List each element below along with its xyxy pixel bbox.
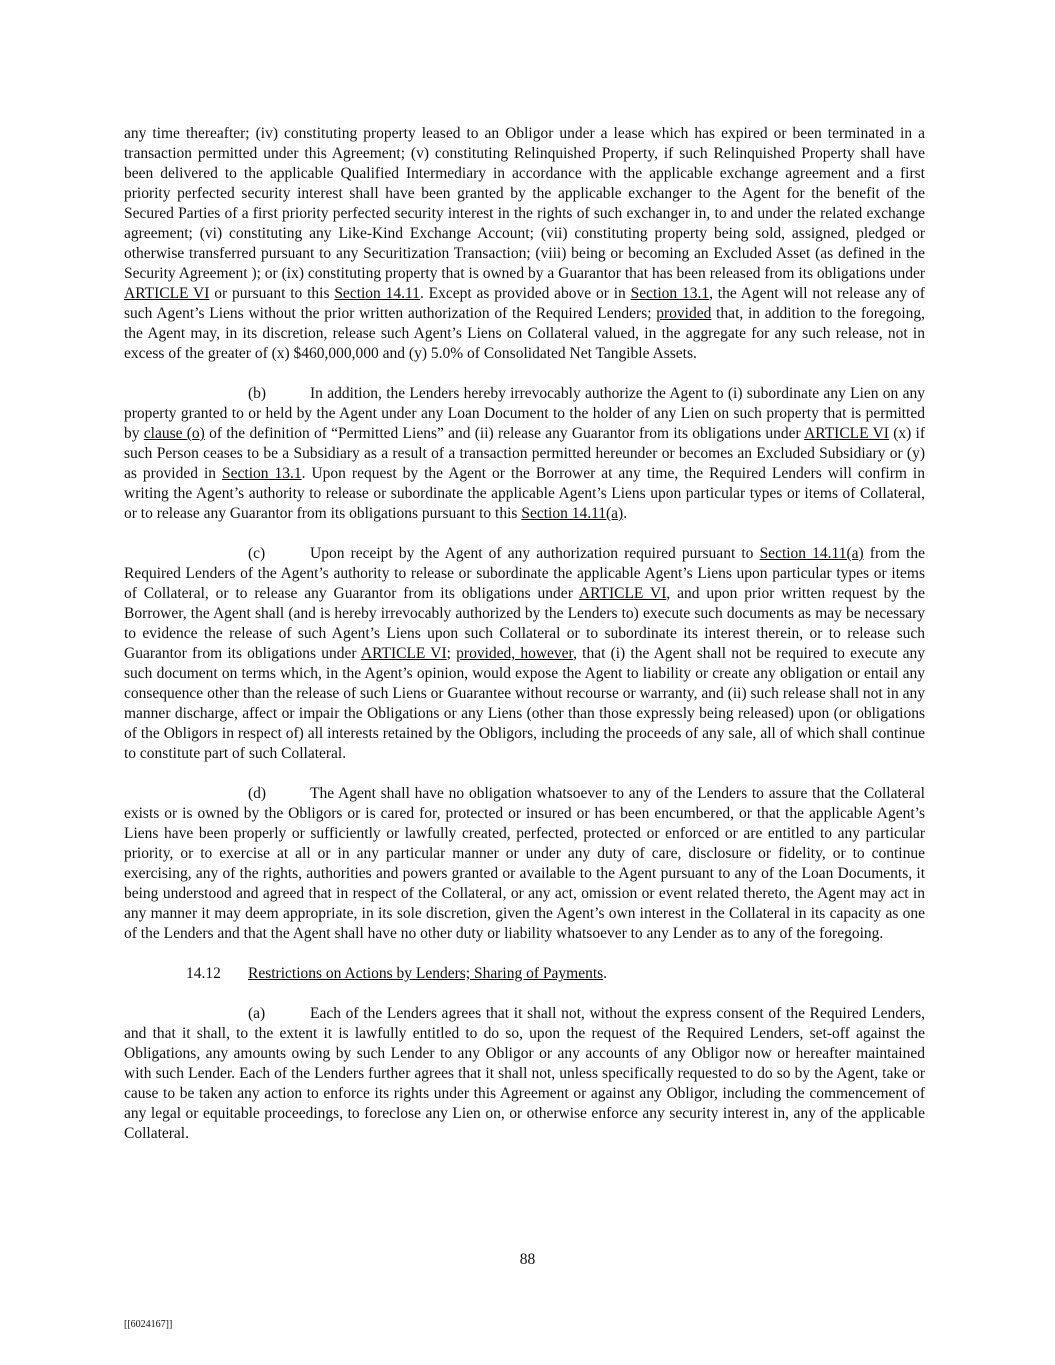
section-14-11-reference: Section 14.11 <box>334 285 420 302</box>
article-vi-reference: ARTICLE VI <box>804 425 889 442</box>
document-id: [[6024167]] <box>124 1319 173 1330</box>
paragraph-continuation: any time thereafter; (iv) constituting property leased to an Obligor under a lease which has expired or been terminated in a transaction permitted under this Agreement; (v) constituting Relinquished Property, if such Relinquished Property shall have been delivered to the applicable Qualified Intermediary in accordance with the applicable exchange agreement and a first priority perfected security interest shall have been granted by the applicable exchanger to the Agent for the benefit of the Secured Parties of a first priority perfected security interest in the rights of such exchanger in, to and under the related exchange agreement; (vi) constituting any Like-Kind Exchange Account; (vii) constituting property being sold, assigned, pledged or otherwise transferred pursuant to any Securitization Transaction; (viii) being or becoming an Excluded Asset (as defined in the Security Agreement ); or (ix) constituting property that is owned by a Guarantor that has been released from its obligations under ARTICLE VI or pursuant to this Section 14.11. Except as provided above or in Section 13.1, the Agent will not release any of such Agent’s Liens without the prior written authorization of the Required Lenders; provided that, in addition to the foregoing, the Agent may, in its discretion, release such Agent’s Liens on Collateral valued, in the aggregate for any such release, not in excess of the greater of (x) $460,000,000 and (y) 5.0% of Consolidated Net Tangible Assets. <box>124 125 925 362</box>
section-heading: 14.12 Restrictions on Actions by Lenders; Sharing of Payments. <box>186 965 608 982</box>
article-vi-reference: ARTICLE VI <box>124 285 210 302</box>
paragraph-d: (d) The Agent shall have no obligation whatsoever to any of the Lenders to assure that the Collateral exists or is owned by the Obligors or is cared for, protected or insured or has been encumbered, or that the applicable Agent’s Liens have been properly or sufficiently or lawfully created, perfected, protected or enforced or are entitled to any particular priority, or to exercise at all or in any particular manner or under any duty of care, disclosure or fidelity, or to continue exercising, any of the rights, authorities and powers granted or available to the Agent pursuant to any of the Loan Documents, it being understood and agreed that in respect of the Collateral, or any act, omission or event related thereto, the Agent may act in any manner it may deem appropriate, in its sole discretion, given the Agent’s own interest in the Collateral in its capacity as one of the Lenders and that the Agent shall have no other duty or liability whatsoever to any Lender as to any of the foregoing. <box>124 785 925 942</box>
provided-however-term: provided, however <box>456 645 574 662</box>
section-13-1-reference: Section 13.1 <box>222 465 302 482</box>
section-number: 14.12 <box>186 965 221 982</box>
paragraph-c: (c) Upon receipt by the Agent of any authorization required pursuant to Section 14.11(a) from the Required Lenders of the Agent’s authority to release or subordinate the applicable Agent’s Liens upon particular types or items of Collateral, or to release any Guarantor from its obligations under ARTICLE VI, and upon prior written request by the Borrower, the Agent shall (and is hereby irrevocably authorized by the Lenders to) execute such documents as may be necessary to evidence the release of such Agent’s Liens upon such Collateral or to subordinate its interest therein, or to release such Guarantor from its obligations under ARTICLE VI; provided, however, that (i) the Agent shall not be required to execute any such document on terms which, in the Agent’s opinion, would expose the Agent to liability or create any obligation or entail any consequence other than the release of such Liens or Guarantee without recourse or warranty, and (ii) such release shall not in any manner discharge, affect or impair the Obligations or any Liens (other than those expressly being released) upon (or obligations of the Obligors in respect of) all interests retained by the Obligors, including the proceeds of any sale, all of which shall continue to constitute part of such Collateral. <box>124 545 926 762</box>
clause-o-reference: clause (o) <box>143 425 205 442</box>
section-13-1-reference: Section 13.1 <box>630 285 710 302</box>
paragraph-b: (b) In addition, the Lenders hereby irrevocably authorize the Agent to (i) subordinate any Lien on any property granted to or held by the Agent under any Loan Document to the holder of any Lien on such property that is permitted by clause (o) of the definition of “Permitted Liens” and (ii) release any Guarantor from its obligations under ARTICLE VI (x) if such Person ceases to be a Subsidiary as a result of a transaction permitted hereunder or becomes an Excluded Subsidiary or (y) as provided in Section 13.1. Upon request by the Agent or the Borrower at any time, the Required Lenders will confirm in writing the Agent’s authority to release or subordinate the applicable Agent’s Liens upon particular types or items of Collateral, or to release any Guarantor from its obligations pursuant to this Section 14.11(a). <box>124 385 925 522</box>
paragraph-c-label: (c) <box>248 545 266 562</box>
paragraph-a: (a) Each of the Lenders agrees that it shall not, without the express consent of the Required Lenders, and that it shall, to the extent it is lawfully entitled to do so, upon the request of the Required Lenders, set-off against the Obligations, any amounts owing by such Lender to any Obligor or any accounts of any Obligor now or hereafter maintained with such Lender. Each of the Lenders further agrees that it shall not, unless specifically requested to do so by the Agent, take or cause to be taken any action to enforce its rights under this Agreement or against any Obligor, including the commencement of any legal or equitable proceedings, to foreclose any Lien on, or otherwise enforce any security interest in, any of the applicable Collateral. <box>124 1005 925 1142</box>
paragraph-b-label: (b) <box>248 385 267 402</box>
paragraph-a-label: (a) <box>248 1005 266 1022</box>
section-14-11a-reference: Section 14.11(a) <box>759 545 864 562</box>
section-14-11a-reference: Section 14.11(a) <box>521 505 624 522</box>
article-vi-reference: ARTICLE VI <box>578 585 667 602</box>
page-number: 88 <box>519 1251 536 1268</box>
section-title: Restrictions on Actions by Lenders; Sharing of Payments <box>248 965 604 982</box>
document-page <box>124 124 925 1164</box>
article-vi-reference: ARTICLE VI <box>360 645 447 662</box>
provided-term: provided <box>656 305 712 322</box>
paragraph-d-label: (d) <box>248 785 267 802</box>
